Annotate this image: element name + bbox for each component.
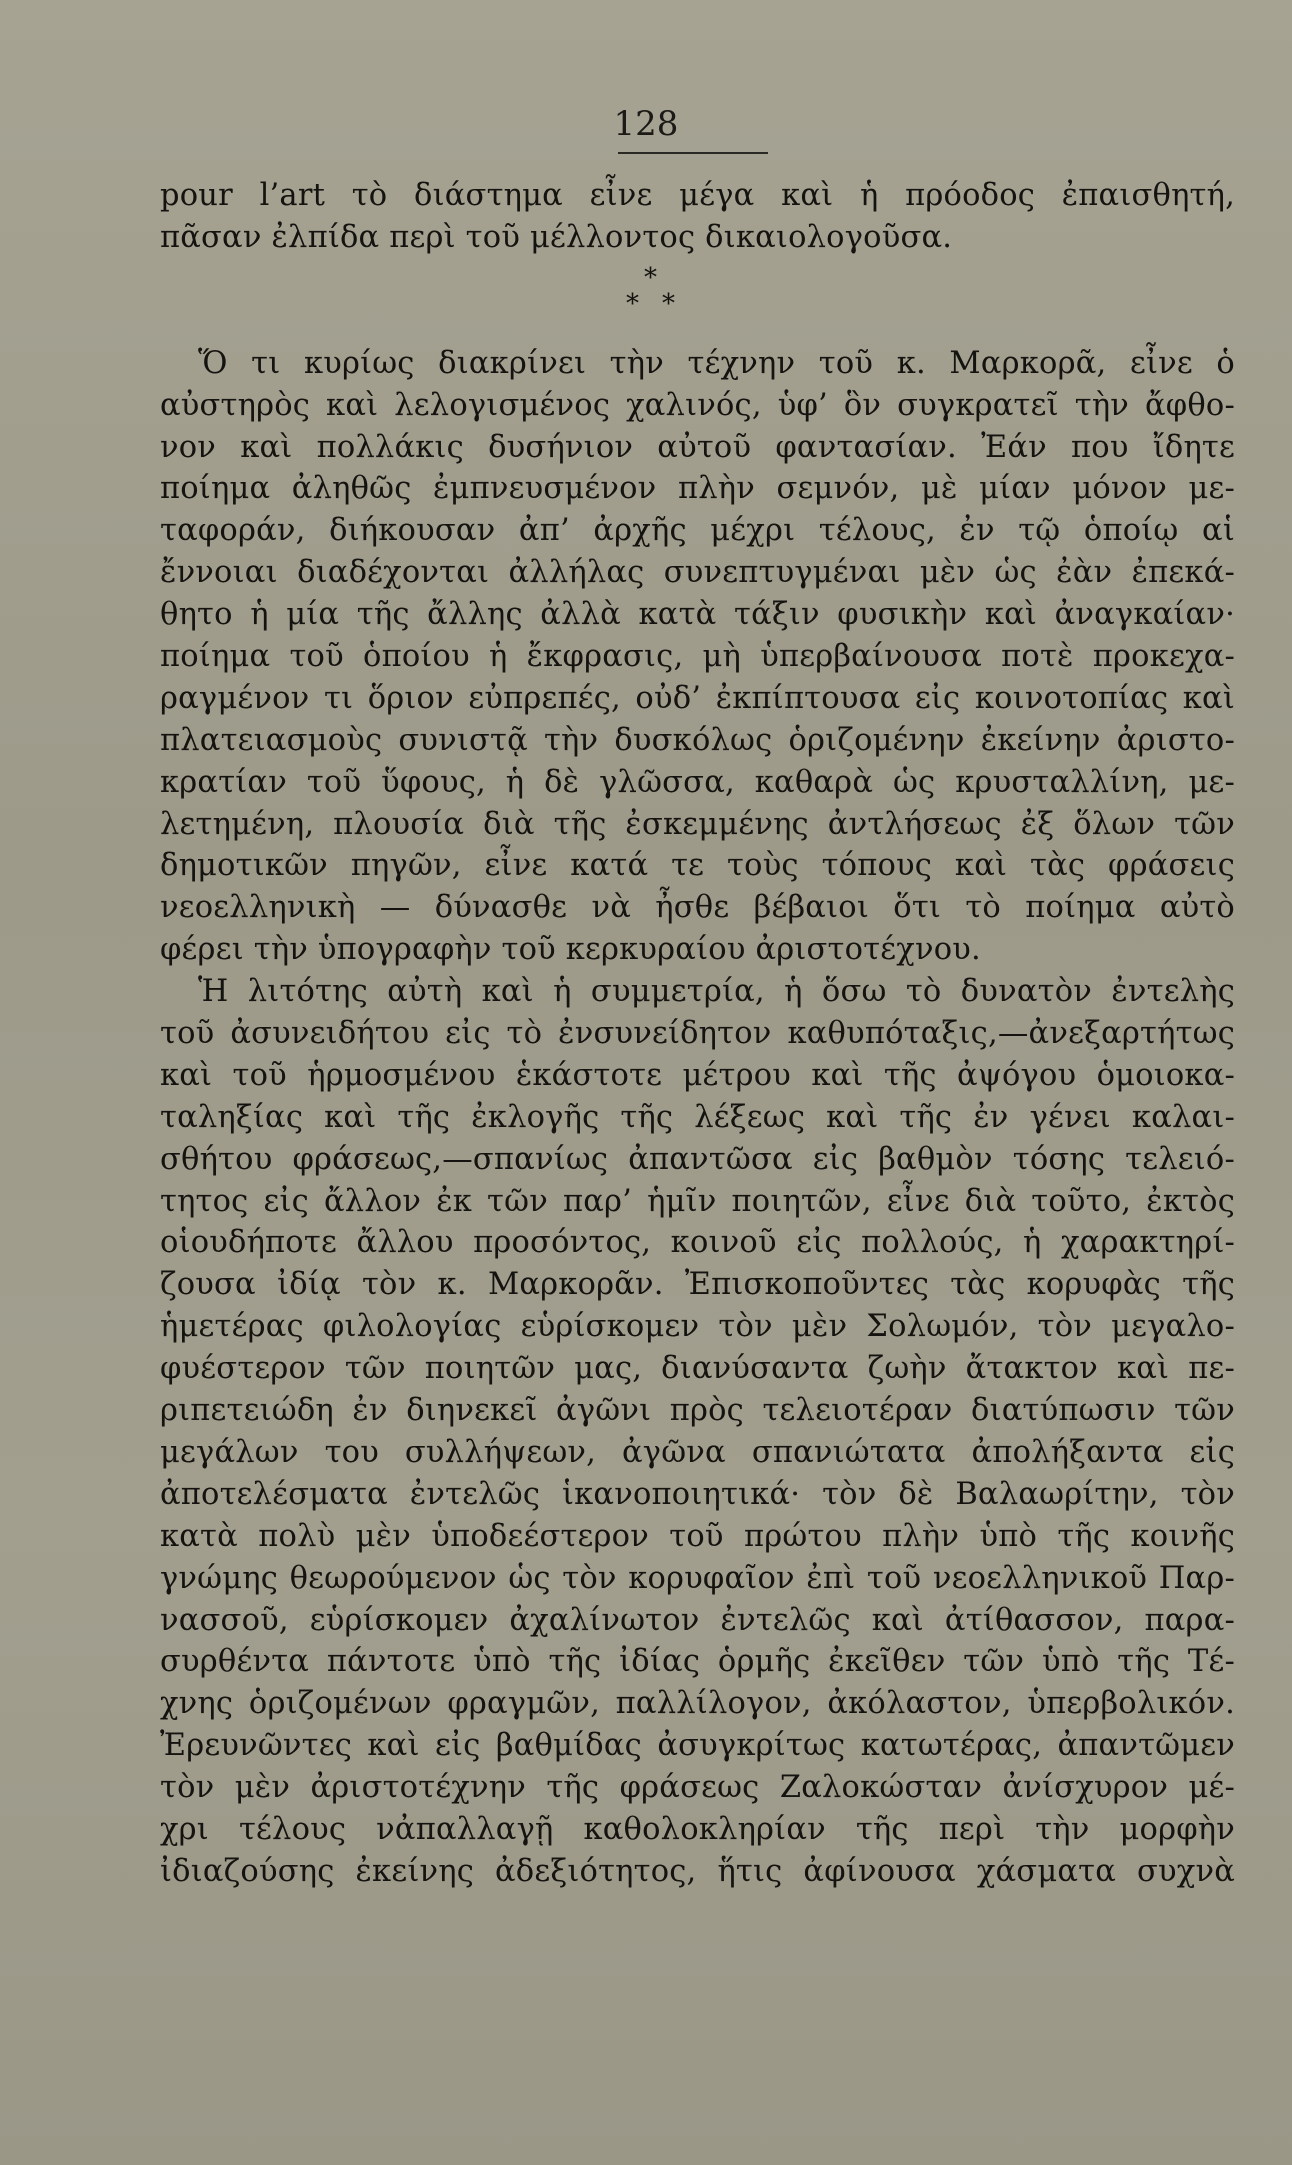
text-line: pour l’art τὸ διάστημα εἶνε μέγα καὶ ἡ πρόοδος ἐπαισθητή, (160, 178, 1235, 213)
text-line: χνης ὁριζομένων φραγμῶν, παλλίλογον, ἀκόλαστον, ὑπερβολικόν. (160, 1686, 1235, 1722)
text-line: φυέστερον τῶν ποιητῶν μας, διανύσαντα ζωὴν ἄτακτον καὶ πε- (160, 1351, 1235, 1387)
text-line: οἱουδήποτε ἄλλου προσόντος, κοινοῦ εἰς πολλούς, ἡ χαρακτηρί- (160, 1225, 1235, 1261)
text-line: Ἡ λιτότης αὐτὴ καὶ ἡ συμμετρία, ἡ ὅσω τὸ δυνατὸν ἐντελὴς (198, 974, 1235, 1010)
text-line: ἰδιαζούσης ἐκείνης ἀδεξιότητος, ἥτις ἀφίνουσα χάσματα συχνὰ (160, 1853, 1235, 1889)
text-line: τὸν μὲν ἀριστοτέχνην τῆς φράσεως Ζαλοκώσταν ἀνίσχυρον μέ- (160, 1770, 1235, 1806)
text-line: ζουσα ἰδίᾳ τὸν κ. Μαρκορᾶν. Ἐπισκοποῦντες τὰς κορυφὰς τῆς (160, 1267, 1235, 1303)
text-line: ποίημα ἀληθῶς ἐμπνευσμένον πλὴν σεμνόν, μὲ μίαν μόνον με- (160, 471, 1235, 507)
text-line: ἀποτελέσματα ἐντελῶς ἱκανοποιητικά· τὸν δὲ Βαλαωρίτην, τὸν (160, 1476, 1235, 1512)
text-line: τητος εἰς ἄλλον ἐκ τῶν παρ’ ἡμῖν ποιητῶν, εἶνε διὰ τοῦτο, ἐκτὸς (160, 1183, 1235, 1219)
text-line: λετημένη, πλουσία διὰ τῆς ἐσκεμμένης ἀντλήσεως ἐξ ὅλων τῶν (160, 806, 1235, 842)
text-line: γνώμης θεωρούμενον ὡς τὸν κορυφαῖον ἐπὶ τοῦ νεοελληνικοῦ Παρ- (160, 1560, 1235, 1596)
text-line: νασσοῦ, εὑρίσκομεν ἀχαλίνωτον ἐντελῶς καὶ ἀτίθασσον, παρα- (160, 1602, 1235, 1638)
asterisk: * (644, 262, 657, 293)
text-line: πᾶσαν ἐλπίδα περὶ τοῦ μέλλοντος δικαιολογοῦσα. (160, 219, 953, 255)
text-line: ποίημα τοῦ ὁποίου ἡ ἔκφρασις, μὴ ὑπερβαίνουσα ποτὲ προκεχα- (160, 639, 1235, 675)
text-line: αὐστηρὸς καὶ λελογισμένος χαλινός, ὑφ’ ὃν συγκρατεῖ τὴν ἄφθο- (160, 387, 1235, 423)
text-line: μεγάλων του συλλήψεων, ἀγῶνα σπανιώτατα ἀπολήξαντα εἰς (160, 1434, 1235, 1470)
text-line: θητο ἡ μία τῆς ἄλλης ἀλλὰ κατὰ τάξιν φυσικὴν καὶ ἀναγκαίαν· (160, 597, 1235, 633)
text-line: συρθέντα πάντοτε ὑπὸ τῆς ἰδίας ὁρμῆς ἐκεῖθεν τῶν ὑπὸ τῆς Τέ- (160, 1644, 1235, 1680)
asterisk: * (662, 288, 675, 319)
text-line: ἔννοιαι διαδέχονται ἀλλήλας συνεπτυγμέναι μὲν ὡς ἐὰν ἐπεκά- (160, 555, 1235, 591)
text-line: ραγμένον τι ὅριον εὐπρεπές, οὐδ’ ἐκπίπτουσα εἰς κοινοτοπίας καὶ (160, 680, 1235, 716)
text-line: καὶ τοῦ ἡρμοσμένου ἑκάστοτε μέτρου καὶ τῆς ἀψόγου ὁμοιοκα- (160, 1057, 1235, 1093)
text-line: σθήτου φράσεως,—σπανίως ἀπαντῶσα εἰς βαθμὸν τόσης τελειό- (160, 1141, 1235, 1177)
text-line: ριπετειώδη ἐν διηνεκεῖ ἀγῶνι πρὸς τελειοτέραν διατύπωσιν τῶν (160, 1393, 1235, 1429)
body-text (160, 175, 1235, 1893)
asterisk: * (626, 288, 639, 319)
text-line: νον καὶ πολλάκις δυσήνιον αὐτοῦ φαντασίαν. Ἐάν που ἴδητε (160, 429, 1235, 465)
text-line: κατὰ πολὺ μὲν ὑποδεέστερον τοῦ πρώτου πλὴν ὑπὸ τῆς κοινῆς (160, 1518, 1235, 1554)
text-line: κρατίαν τοῦ ὕφους, ἡ δὲ γλῶσσα, καθαρὰ ὡς κρυσταλλίνη, με- (160, 764, 1235, 800)
text-line: φέρει τὴν ὑπογραφὴν τοῦ κερκυραίου ἀριστοτέχνου. (160, 932, 981, 968)
text-line: ταληξίας καὶ τῆς ἐκλογῆς τῆς λέξεως καὶ τῆς ἐν γένει καλαι- (160, 1099, 1235, 1135)
text-line: ἡμετέρας φιλολογίας εὑρίσκομεν τὸν μὲν Σολωμόν, τὸν μεγαλο- (160, 1309, 1235, 1345)
page-number: 128 (613, 104, 679, 144)
text-line: νεοελληνικὴ — δύνασθε νὰ ἦσθε βέβαιοι ὅτι τὸ ποίημα αὐτὸ (160, 890, 1235, 926)
section-break-asterism (160, 259, 1235, 343)
page-number-rule (618, 152, 768, 154)
text-line: πλατειασμοὺς συνιστᾷ τὴν δυσκόλως ὁριζομένην ἐκείνην ἀριστο- (160, 722, 1235, 758)
text-line: Ὅ τι κυρίως διακρίνει τὴν τέχνην τοῦ κ. Μαρκορᾶ, εἶνε ὁ (198, 345, 1235, 381)
text-line: ταφοράν, διήκουσαν ἀπ’ ἀρχῆς μέχρι τέλους, ἐν τῷ ὁποίῳ αἱ (160, 513, 1235, 549)
text-line: δημοτικῶν πηγῶν, εἶνε κατά τε τοὺς τόπους καὶ τὰς φράσεις (160, 848, 1235, 884)
text-line: χρι τέλους νἀπαλλαγῇ καθολοκληρίαν τῆς περὶ τὴν μορφὴν (160, 1811, 1235, 1847)
text-line: Ἐρευνῶντες καὶ εἰς βαθμίδας ἀσυγκρίτως κατωτέρας, ἀπαντῶμεν (160, 1728, 1235, 1764)
text-line: τοῦ ἀσυνειδήτου εἰς τὸ ἐνσυνείδητον καθυπόταξις,—ἀνεξαρτήτως (160, 1016, 1235, 1052)
